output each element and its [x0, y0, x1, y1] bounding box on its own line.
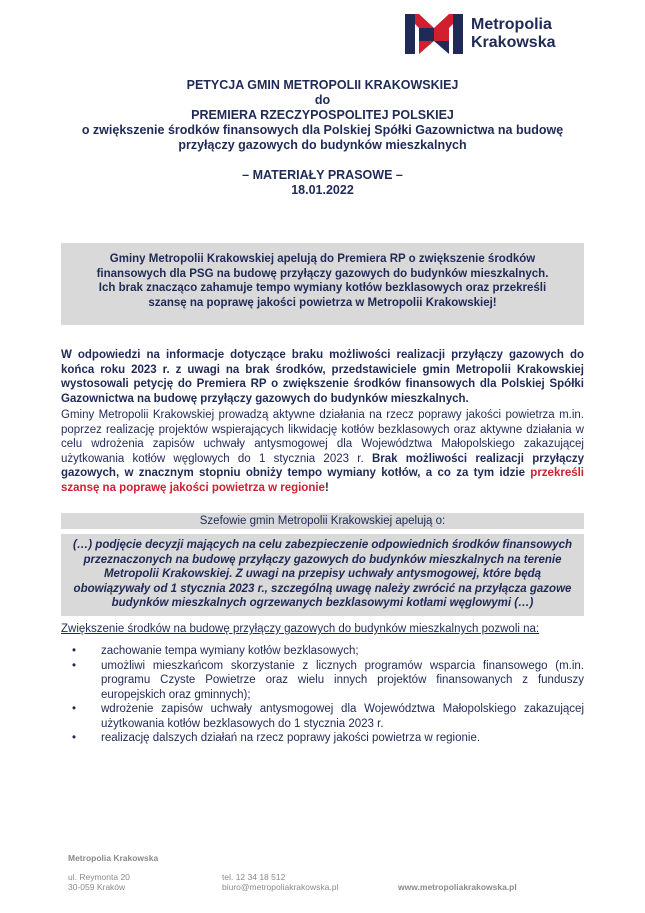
- title-line-2: do: [314, 93, 331, 107]
- title-gap: [40, 153, 605, 168]
- logo-line-2: Krakowska: [471, 34, 556, 51]
- title-line-3: PREMIERA RZECZYPOSPOLITEJ POLSKIEJ: [191, 108, 454, 122]
- benefits-intro: Zwiększenie środków na budowę przyłączy gazowych do budynków mieszkalnych pozwoli na:: [61, 623, 540, 635]
- appeal-line-1: (…) podjęcie decyzji mających na celu zabezpieczenie odpowiednich środków finansowych: [72, 539, 573, 551]
- footer-phone: tel. 12 34 18 512: [222, 872, 286, 882]
- appeal-line-5: budynków mieszkalnych ogrzewanych bezklasowymi kotłami węglowymi (…): [111, 597, 534, 609]
- lead-line-1: Gminy Metropolii Krakowskiej apelują do Premiera RP o zwiększenie środków: [109, 253, 536, 265]
- paragraph-activities-red: przekreśli szansę na poprawę jakości powietrza w regionie: [61, 467, 584, 494]
- paragraph-intro: W odpowiedzi na informacje dotyczące braku możliwości realizacji przyłączy gazowych do końca roku 2023 r. z uwagi na brak środków, przedstawiciele gmin Metropolii Krakowskiej wystosowali petycję do Premiera RP o zwiększenie środków finansowych dla Polskiej Spółki Gazownictwa na budowę przyłączy gazowych do budynków mieszkalnych.: [61, 349, 584, 405]
- benefits-list-item: • zachowanie tempa wymiany kotłów bezklasowych;: [72, 644, 584, 659]
- lead-line-4: szansę na poprawę jakości powietrza w Metropolii Krakowskiej!: [148, 296, 497, 309]
- appeal-line-4: obowiązywały od 1 stycznia 2023 r., szczególną uwagę należy zwrócić na przyłącza gazowe: [73, 582, 572, 595]
- footer-address-line-1: ul. Reymonta 20: [68, 872, 130, 882]
- title-line-1: PETYCJA GMIN METROPOLII KRAKOWSKIEJ: [186, 78, 459, 92]
- title-date: 18.01.2022: [291, 183, 354, 197]
- appeal-heading: Szefowie gmin Metropolii Krakowskiej apelują o:: [61, 513, 584, 529]
- title-line-5: przyłączy gazowych do budynków mieszkalnych: [178, 138, 467, 152]
- benefits-list-item: • realizację dalszych działań na rzecz poprawy jakości powietrza w regionie.: [72, 731, 584, 746]
- title-line-6: – MATERIAŁY PRASOWE –: [242, 168, 403, 182]
- title-line-4: o zwiększenie środków finansowych dla Polskiej Spółki Gazownictwa na budowę: [81, 123, 564, 137]
- footer-address-line-2: 30-059 Kraków: [68, 882, 126, 892]
- footer-website[interactable]: www.metropoliakrakowska.pl: [398, 882, 517, 892]
- document-title: [40, 78, 605, 198]
- benefits-list: [72, 644, 584, 746]
- logo-line-1: Metropolia: [471, 16, 552, 33]
- benefits-list-item: • umożliwi mieszkańcom skorzystanie z licznych programów wsparcia finansowego (m.in. programu Czyste Powietrze oraz wielu innych projektów finansowanych z funduszy europejskich oraz gminnych);: [72, 659, 584, 703]
- paragraph-activities: [61, 408, 584, 495]
- logo-wordmark: [471, 16, 556, 52]
- lead-line-2: finansowych dla PSG na budowę przyłączy gazowych do budynków mieszkalnych.: [96, 267, 549, 280]
- appeal-quote-box: [61, 534, 584, 616]
- paragraph-activities-end: !: [324, 481, 329, 494]
- appeal-line-3: Metropolii Krakowskiej. Z uwagi na przepisy uchwały antysmogowej, które będą: [103, 568, 542, 580]
- footer-org-name: Metropolia Krakowska: [68, 853, 159, 863]
- paragraph-activities-normal: Gminy Metropolii Krakowskiej prowadzą aktywne działania na rzecz poprawy jakości powietrza m.in. poprzez realizację projektów wspierających likwidację kotłów bezklasowych oraz aktywne działania w celu wdrożenia zapisów uchwały antysmogowej dla Województwa Małopolskiego zakazującej użytkowania kotłów węglowych do 1 stycznia 2023 r.: [61, 409, 584, 465]
- logo-mark-icon: [405, 14, 463, 54]
- lead-summary-box: [61, 243, 584, 325]
- lead-line-3: Ich brak znacząco zahamuje tempo wymiany kotłów bezklasowych oraz przekreśli: [98, 282, 547, 294]
- footer-email[interactable]: biuro@metropoliakrakowska.pl: [222, 882, 339, 892]
- benefits-list-item: • wdrożenie zapisów uchwały antysmogowej dla Województwa Małopolskiego zakazującej użytkowania kotłów bezklasowych do 1 stycznia 2023 r.: [72, 702, 584, 731]
- paragraph-activities-bold: Brak możliwości realizacji przyłączy gazowych, w znacznym stopniu obniży tempo wymiany kotłów, a co za tym idzie: [61, 452, 585, 479]
- metropolia-logo: [405, 14, 595, 56]
- appeal-line-2: przeznaczonych na budowę przyłączy gazowych do budynków mieszkalnych na terenie: [83, 553, 562, 566]
